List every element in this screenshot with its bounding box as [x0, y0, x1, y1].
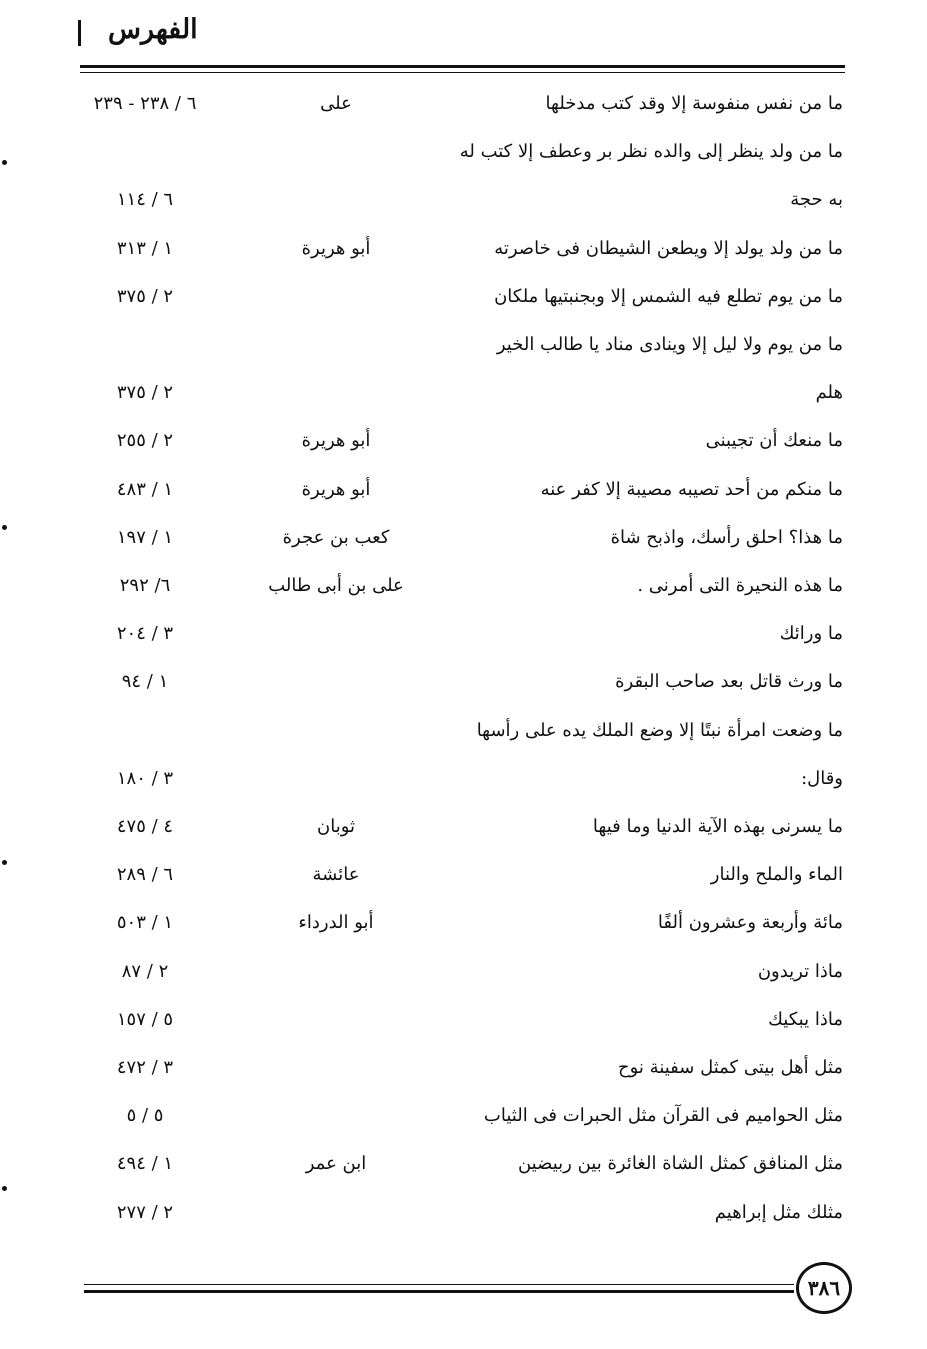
narrator: ثوبان — [316, 816, 356, 837]
page-number-badge — [796, 1262, 852, 1314]
top-rule-thin — [80, 72, 845, 73]
header-bar — [78, 20, 81, 46]
hadith-text: ما منعك أن تجيبنى — [705, 430, 843, 452]
hadith-text: ما ورث قاتل بعد صاحب البقرة — [615, 671, 843, 693]
index-row — [0, 903, 927, 943]
volume-page-ref: ٦/ ٢٩٢ — [119, 575, 171, 596]
narrator: أبو هريرة — [301, 430, 371, 452]
volume-page-ref: ٣ / ٤٧٢ — [116, 1057, 174, 1078]
volume-page-ref: ١ / ١٩٧ — [116, 526, 174, 548]
narrator: أبو الدرداء — [298, 912, 374, 934]
index-row — [0, 1048, 927, 1088]
volume-page-ref: ٣ / ١٨٠ — [116, 767, 174, 789]
volume-page-ref: ٢ / ٣٧٥ — [116, 382, 174, 404]
volume-page-ref: ٤ / ٤٧٥ — [116, 816, 174, 837]
page-number: ٣٨٦ — [807, 1276, 841, 1300]
index-row — [0, 952, 927, 992]
narrator: كعب بن عجرة — [282, 526, 390, 548]
bottom-rule-thick — [84, 1290, 794, 1293]
volume-page-ref: ١ / ٩٤ — [121, 671, 169, 693]
hadith-text: مثل أهل بيتى كمثل سفينة نوح — [618, 1057, 843, 1078]
hadith-text: هلم — [815, 382, 843, 404]
hadith-text: ما من ولد يولد إلا ويطعن الشيطان فى خاصرته — [494, 237, 843, 259]
hadith-text: ما ورائك — [779, 623, 843, 645]
hadith-text: ما يسرنى بهذه الآية الدنيا وما فيها — [592, 816, 843, 837]
margin-dot — [2, 160, 7, 165]
hadith-text: ماذا يبكيك — [768, 1008, 843, 1030]
narrator: أبو هريرة — [301, 237, 371, 259]
volume-page-ref: ٢ / ٣٧٥ — [116, 285, 174, 307]
hadith-text: مثل المنافق كمثل الشاة الغائرة بين ربيضين — [517, 1153, 843, 1175]
index-row — [0, 855, 927, 895]
narrator: ابن عمر — [305, 1153, 367, 1175]
hadith-text: ما وضعت امرأة نبتًا إلا وضع الملك يده على رأسها — [476, 719, 843, 741]
index-row — [0, 759, 927, 799]
index-row — [0, 421, 927, 461]
hadith-text: ما من ولد ينظر إلى والده نظر بر وعطف إلا كتب له — [459, 141, 843, 163]
bottom-rule-thin — [84, 1284, 794, 1285]
index-row — [0, 132, 927, 172]
index-row — [0, 325, 927, 365]
narrator: عائشة — [312, 864, 360, 886]
volume-page-ref: ٥ / ١٥٧ — [116, 1008, 174, 1030]
index-row — [0, 1000, 927, 1040]
hadith-text: به حجة — [790, 189, 843, 211]
index-row — [0, 566, 927, 606]
volume-page-ref: ٦ / ٢٣٨ - ٢٣٩ — [93, 93, 197, 114]
hadith-text: ماذا تريدون — [757, 960, 843, 982]
volume-page-ref: ٥ / ٥ — [126, 1105, 164, 1127]
hadith-text: مثل الحواميم فى القرآن مثل الحبرات فى الثياب — [483, 1105, 843, 1127]
narrator: أبو هريرة — [301, 478, 371, 500]
volume-page-ref: ٣ / ٢٠٤ — [116, 623, 174, 645]
hadith-text: ما منكم من أحد تصيبه مصيبة إلا كفر عنه — [540, 478, 843, 500]
index-row — [0, 614, 927, 654]
index-row — [0, 470, 927, 510]
volume-page-ref: ٢ / ٢٥٥ — [116, 430, 174, 452]
index-row — [0, 373, 927, 413]
hadith-text: ما هذا؟ احلق رأسك، واذبح شاة — [610, 526, 843, 548]
hadith-text: ما من يوم ولا ليل إلا وينادى مناد يا طالب الخير — [496, 334, 843, 355]
volume-page-ref: ٦ / ١١٤ — [116, 189, 174, 211]
hadith-text: مثلك مثل إبراهيم — [714, 1201, 843, 1223]
hadith-text: ما من نفس منفوسة إلا وقد كتب مدخلها — [545, 93, 843, 114]
margin-dot — [2, 1186, 7, 1191]
volume-page-ref: ١ / ٤٩٤ — [116, 1153, 174, 1175]
index-row — [0, 518, 927, 558]
volume-page-ref: ١ / ٤٨٣ — [116, 478, 174, 500]
narrator: على — [320, 93, 352, 114]
index-row — [0, 1096, 927, 1136]
index-row — [0, 711, 927, 751]
hadith-text: وقال: — [801, 767, 843, 789]
volume-page-ref: ٦ / ٢٨٩ — [116, 864, 174, 886]
index-row — [0, 1193, 927, 1233]
volume-page-ref: ١ / ٥٠٣ — [116, 912, 174, 934]
index-row — [0, 662, 927, 702]
index-row — [0, 180, 927, 220]
top-rule-thick — [80, 65, 845, 68]
hadith-text: ما هذه النحيرة التى أمرنى . — [637, 575, 843, 596]
volume-page-ref: ٢ / ٨٧ — [121, 960, 169, 982]
volume-page-ref: ١ / ٣١٣ — [116, 237, 174, 259]
index-row — [0, 807, 927, 847]
index-row — [0, 277, 927, 317]
volume-page-ref: ٢ / ٢٧٧ — [116, 1201, 174, 1223]
index-row — [0, 229, 927, 269]
index-row — [0, 1144, 927, 1184]
narrator: على بن أبى طالب — [268, 575, 404, 596]
margin-dot — [2, 525, 7, 530]
hadith-text: الماء والملح والنار — [710, 864, 843, 886]
page-header-title: الفهرس — [108, 14, 198, 45]
margin-dot — [2, 860, 7, 865]
hadith-text: مائة وأربعة وعشرون ألفًا — [657, 912, 843, 934]
hadith-text: ما من يوم تطلع فيه الشمس إلا وبجنبتيها ملكان — [494, 285, 843, 307]
index-row — [0, 84, 927, 124]
